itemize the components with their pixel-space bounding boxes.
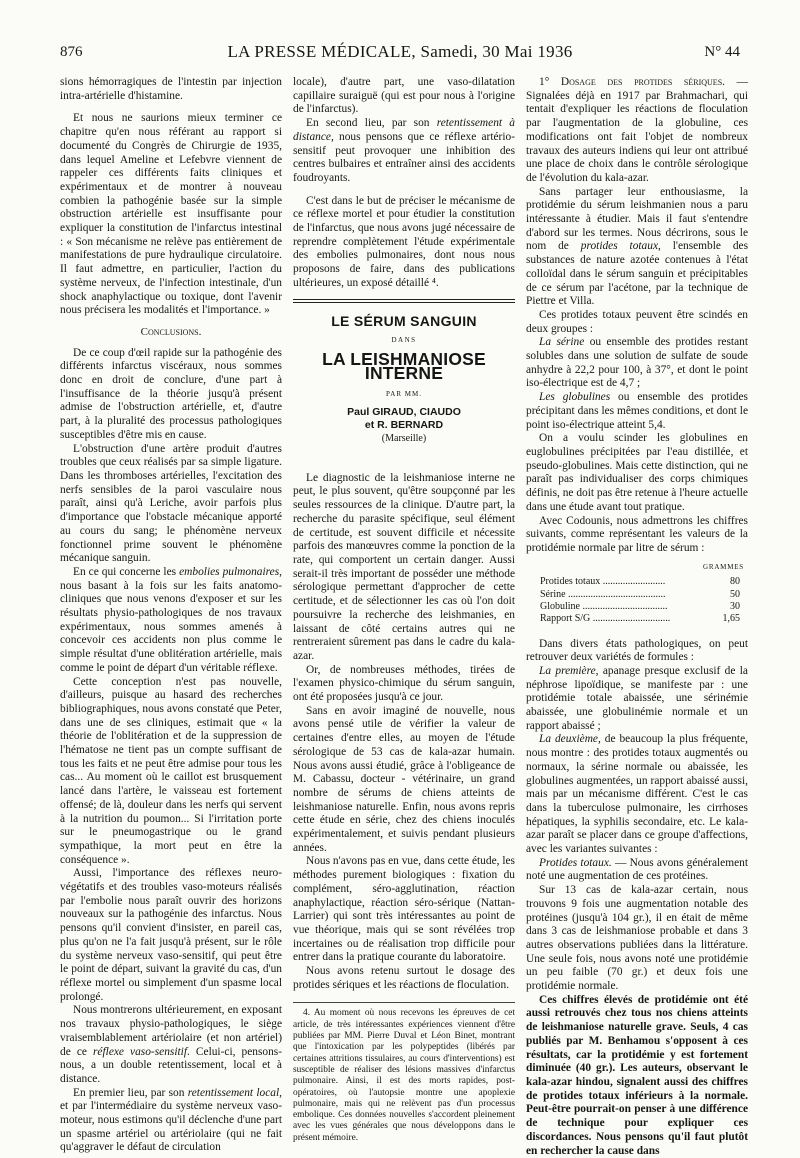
paragraph: Protides totaux. — Nous avons généralement noté une augmentation de ces protéines.	[526, 856, 748, 883]
paragraph: Avec Codounis, nous admettrons les chiffres suivants, comme représentant les valeurs de la protidémie normale par litre de sérum :	[526, 514, 748, 554]
table-unit-label: GRAMMES	[703, 562, 744, 571]
paragraph: 1° Dosage des protides sériques. — Signalées déjà en 1917 par Brahmachari, qui tentait d'expliquer les réactions de floculation par l'augmentation de la globuline, ces modifications ont fait l'objet de nombreux travaux des auteurs indiens qui leur ont attribué une place de choix dans le contrôle sérologique de l'évolution du kala-azar.	[526, 76, 748, 184]
paragraph: Ces chiffres élevés de protidémie ont été aussi retrouvés chez tous nos chiens atteints de leishmaniose naturelle grave. Seuls, 4 cas publiés par M. Benhamou s'opposent à ces résultats, car la protidémie y est fortement diminuée (40 gr.). Les auteurs, observant le kala-azar hindou, signalent aussi des chiffres de protides totaux inférieurs à la normale. Peut-être pourrait-on penser à une différence de technique pour expliquer ces discordances. Nous pensons qu'il faut plutôt en rechercher la cause dans	[526, 993, 748, 1157]
table-cell-label: Globuline ..................................	[540, 600, 668, 612]
paragraph: Dans divers états pathologiques, on peut retrouver deux variétés de formules :	[526, 637, 748, 664]
paragraph: Sur 13 cas de kala-azar certain, nous trouvons 9 fois une augmentation notable des protéines (jusqu'à 104 gr.), il en était de même dans 3 cas de leishmaniose probable et dans 3 autres observations publiées dans la littérature. Une seule fois, nous avons noté une protidémie un peu faible (70 gr.) et deux fois une protidémie normale.	[526, 884, 748, 993]
paragraph: En premier lieu, par son retentissement local, et par l'intermédiaire du système nerveux vaso-moteur, nous estimons qu'il déclenche d'une part un spasme artériel ou artériolaire (qui ne fait qu'aggraver le défaut de circulation	[60, 1086, 282, 1154]
paragraph: Nous n'avons pas en vue, dans cette étude, les méthodes purement biologiques : fixation du complément, séro-agglutination, réaction anaphylactique, réaction séro-sérique (Nattan-Larrier) qui sont très intéressantes au point de vue théorique, mais qui se sont révélées trop incertaines ou de réalisation trop difficile pour entrer dans la pratique courante du laboratoire.	[293, 855, 515, 964]
table-cell-value: 1,65	[722, 613, 740, 625]
paragraph: La deuxième, de beaucoup la plus fréquente, nous montre : des protides totaux augmentés ou normaux, la sérine normale ou abaissée, les globulines augmentées, un rapport abaissé aussi, mais par un mécanisme différent. C'est le cas dans la tuberculose pulmonaire, les cirrhoses hépatiques, la syphilis secondaire, etc. Le kala-azar paraît se placer dans ce groupe d'affections, avec les variantes suivantes :	[526, 733, 748, 856]
paragraph: Aussi, l'importance des réflexes neuro-végétatifs et des troubles vaso-moteurs réalisés par l'embolie nous paraît ouvrir des horizons nouveaux sur la pathogénie des infarctus. Nous pensons qu'il convient d'insister, en pareil cas, plus qu'on ne l'a fait jusqu'à présent, sur le rôle du système nerveux vaso-sensitif, qui peut être le point de départ, suivant la gravité du cas, d'un réflexe mortel ou simplement d'un spasme local prolongé.	[60, 867, 282, 1003]
paragraph: On a voulu scinder les globulines en euglobulines précipitées par l'eau distillée, et pseudo-globulines. Mais cette distinction, qui ne paraît pas individualiser des corps chimiques définis, ne doit pas être retenue à l'heure actuelle dans une étude avant tout pratique.	[526, 432, 748, 513]
paragraph: Cette conception n'est pas nouvelle, d'ailleurs, puisque au hasard des recherches bibliographiques, nous avons constaté que Peter, dans une de ses cliniques, estimait que « la théorie de l'oblitération et de la suppression de l'hématose ne tient pas un compte suffisant de tous les faits et ne peut être admise pour tous les cas... Au moment où le caillot est brusquement lancé dans l'artère, le vaisseau est fortement offensé; de là, douleur dans les nerfs qui servent à la nutrition du poumon... Si l'irritation porte sur le pneumogastrique ou le grand sympathique, la mort peut en être la conséquence ».	[60, 675, 282, 866]
article-by: PAR MM.	[386, 390, 422, 399]
table-row	[526, 589, 748, 601]
page-header	[60, 40, 740, 66]
column-1	[60, 76, 283, 1154]
article-authors: Paul GIRAUD, CIAUDO	[347, 406, 461, 419]
paragraph: Les globulines ou ensemble des protides précipitant dans les mêmes conditions, et dont le point iso-électrique atteint 5,4.	[526, 391, 748, 431]
paragraph: La sérine ou ensemble des protides restant solubles dans une solution de sulfate de soude anhydre à 22,2 pour 100, à 37°, et dont le point iso-électrique est de 4,7 ;	[526, 336, 748, 390]
article-title-line2: LA LEISHMANIOSE INTERNE	[322, 348, 486, 383]
issue-number: N° 44	[704, 44, 740, 60]
column-3	[526, 76, 749, 1157]
table-cell-label: Sérine .......................................	[540, 588, 666, 600]
article-heading	[293, 312, 515, 446]
paragraph: De ce coup d'œil rapide sur la pathogénie des différents infarctus viscéraux, nous sommes donc en droit de conclure, d'une part à l'insuffisance de la théorie jusqu'à présent admise de l'obstruction artérielle, et, d'autre part, à la pluralité des processus pathologiques susceptibles d'être mis en cause.	[60, 346, 282, 441]
table-row	[526, 601, 748, 613]
article-authors: et R. BERNARD	[364, 419, 444, 432]
paragraph: Sans en avoir imaginé de nouvelle, nous avons pensé utile de vérifier la valeur de certaines d'entre elles, au moyen de l'étude sérologique de 53 cas de kala-azar humain. Nous avons aussi étudié, grâce à l'obligeance de M. Cabassu, docteur - vétérinaire, un grand nombre de sérums de chiens atteints de leishmaniose naturelle. Enfin, nous avons repris cette étude en série, chez des chiens inoculés expérimentalement, et suivis pendant plusieurs années.	[293, 704, 515, 854]
paragraph: Sans partager leur enthousiasme, la protidémie du sérum leishmanien nous a paru intéressante à étudier. Mais il faut s'entendre d'abord sur les termes. Nous décrirons, sous le nom de protides totaux, l'ensemble des substances de nature azotée contenues à l'état colloïdal dans le sérum sanguin et précipitables de ce sérum par l'acétone, par la technique de Piettre et Villa.	[526, 185, 749, 308]
paragraph: En second lieu, par son retentissement à distance, nous pensons que ce réflexe artério-sensitif peut provoquer une inhibition des centres bulbaires et entraîner ainsi des accidents foudroyants.	[293, 117, 515, 184]
paragraph: Nous avons retenu surtout le dosage des protides sériques et les réactions de floculation.	[293, 965, 515, 991]
paragraph: sions hémorragiques de l'intestin par injection intra-artérielle d'histamine.	[60, 76, 282, 102]
section-heading-conclusions: Conclusions.	[140, 325, 202, 338]
article-title-connector: DANS	[391, 336, 417, 345]
footnote-text: 4. Au moment où nous recevons les épreuves de cet article, de très intéressantes expériences viennent d'être publiées par MM. Pierre Duval et Léon Binet, montrant que l'intoxication par les polypeptides (libérés par certaines attritions tissulaires, au cours d'interventions) est susceptible de réaliser des lésions massives d'infarctus pulmonaire. Ainsi, il est des morts rapides, post-opératoires, où l'autopsie montre une apoplexie pulmonaire, mais qui ne relèvent pas d'un processus embolique. Ces données nouvelles s'accordent pleinement avec les vues générales que nous développons dans le présent mémoire.	[293, 1008, 515, 1143]
paragraph: En ce qui concerne les embolies pulmonaires, nous basant à la fois sur les faits anatomo-cliniques que nous venons d'exposer et sur les résultats physio-pathologiques de nos travaux expérimentaux, nous sommes amenés à concevoir ces accidents non plus comme le simple résultat d'une oblitération artérielle, mais comme le point de départ d'un véritable réflexe.	[60, 565, 282, 674]
table-cell-value: 30	[730, 600, 740, 612]
paragraph: Nous montrerons ultérieurement, en exposant nos travaux physio-pathologiques, le siège vraisemblablement artériolaire (et non artériel) de ce réflexe vaso-sensitif. Celui-ci, pensons-nous, a un double retentissement, local et à distance.	[60, 1004, 283, 1085]
section-divider	[293, 299, 515, 303]
paragraph: locale), d'autre part, une vaso-dilatation capillaire suraiguë (qui est pour nous à l'origine de l'infarctus).	[293, 76, 515, 116]
table-cell-value: 50	[730, 588, 740, 600]
paragraph: Le diagnostic de la leishmaniose interne ne peut, le plus souvent, qu'être soupçonné par les seules ressources de la clinique. D'autre part, la recherche du parasite spécifique, seul élément de certitude, est souvent difficile et nécessite parfois des manœuvres comme la ponction de la rate, qui comportent un certain danger. Aussi serait-il très important de posséder une méthode sérologique permettant d'approcher de cette certitude, et de sélectionner les cas où l'on doit poursuivre la recherche des leishmanies, en laissant de côté certains autres qui ne rentreraient sûrement pas dans le cadre du kala-azar.	[293, 471, 515, 662]
paragraph: Or, de nombreuses méthodes, tirées de l'examen physico-chimique du sérum sanguin, ont été proposées jusqu'à ce jour.	[293, 663, 515, 704]
column-2	[293, 76, 515, 1143]
paragraph: C'est dans le but de préciser le mécanisme de ce réflexe mortel et pour étudier la constitution de l'infarctus, que nous avons jugé nécessaire de reprendre complètement l'étude expérimentale des embolies pulmonaires, dont nous nous proposons de faire, dans des publications ultérieures, un exposé détaillé ⁴.	[293, 194, 515, 289]
paragraph: La première, apanage presque exclusif de la néphrose lipoïdique, se manifeste par : une protidémie totale abaissée, une sérinémie abaissée, une globulinémie normale et un rapport abaissé ;	[526, 664, 748, 732]
table-cell-label: Rapport S/G ...............................	[540, 613, 671, 625]
table-cell-label: Protides totaux .........................	[540, 576, 666, 588]
paragraph: Et nous ne saurions mieux terminer ce chapitre qu'en nous référant au rapport si documenté du Congrès de Chirurgie de 1935, dans lequel Ameline et Lefebvre viennent de rappeler ces différents faits cliniques et expérimentaux et de montrer à nouveau combien la pathogénie basée sur la simple obstruction artérielle est insuffisante pour expliquer la constitution de l'infarctus intestinal : « Son mécanisme ne relève pas entièrement de manifestations de pure hydraulique circulatoire. Il faut admettre, en particulier, l'action du système nerveux, de l'infection intestinale, d'un shock anaphylactique ou toxique, dont l'avenir nous précisera les modalités et l'importance. »	[60, 112, 282, 317]
paragraph: Ces protides totaux peuvent être scindés en deux groupes :	[526, 308, 748, 335]
table-cell-value: 80	[730, 576, 740, 588]
columns	[60, 76, 749, 1157]
paragraph: L'obstruction d'une artère produit d'autres troubles que ceux réalisés par sa simple ligature. Dans les thromboses artérielles, l'excitation des nerfs sensibles de la paroi vasculaire nous paraît, ainsi qu'à Leriche, avoir parfois plus d'importance que l'obstacle mécanique apporté au cours du sang; le phénomène nerveux fonctionnel prime souvent le phénomène mécanique sanguin.	[60, 442, 282, 565]
page-number: 876	[60, 44, 83, 60]
article-title-line1: LE SÉRUM SANGUIN	[331, 312, 477, 329]
article-place: (Marseille)	[381, 433, 427, 445]
table-row	[526, 576, 748, 588]
table-row	[526, 613, 748, 625]
footnote	[293, 1002, 515, 1144]
section-heading-protides: 1° Dosage des protides sériques.	[539, 76, 725, 88]
protein-values-table	[526, 576, 748, 625]
journal-title: LA PRESSE MÉDICALE, Samedi, 30 Mai 1936	[227, 42, 573, 61]
